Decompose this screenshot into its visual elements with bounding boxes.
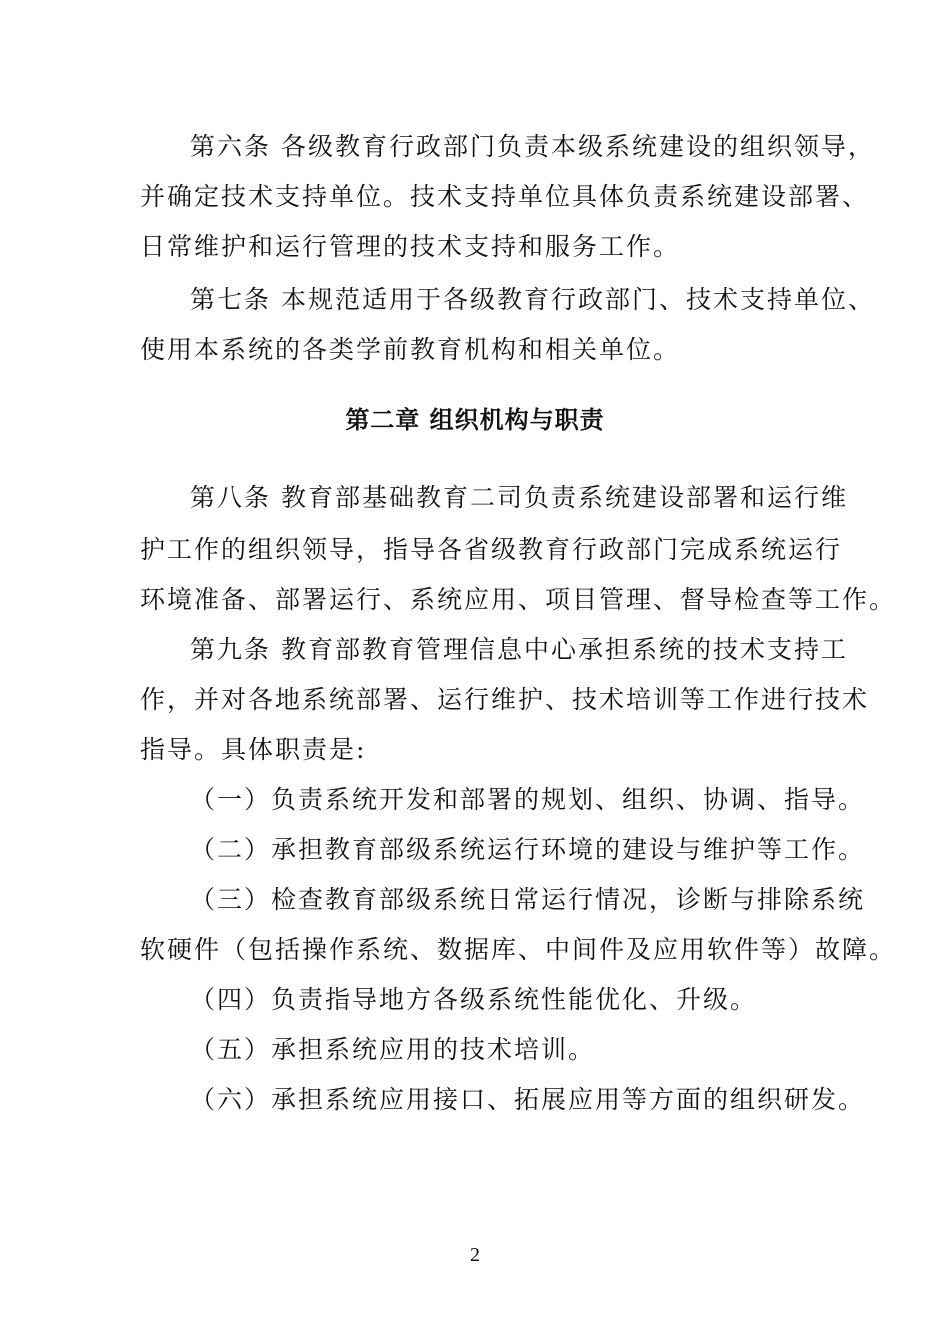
duty-item-3: （三）检查教育部级系统日常运行情况，诊断与排除系统	[190, 885, 866, 914]
article-6-line-2: 并确定技术支持单位。技术支持单位具体负责系统建设部署、	[140, 182, 870, 211]
article-9-line-3: 指导。具体职责是:	[140, 735, 367, 764]
article-8-line-3: 环境准备、部署运行、系统应用、项目管理、督导检查等工作。	[140, 585, 897, 614]
article-9-line-1: 第九条 教育部教育管理信息中心承担系统的技术支持工	[190, 635, 848, 664]
article-9-line-2: 作，并对各地系统部署、运行维护、技术培训等工作进行技术	[140, 685, 870, 714]
article-7-line-2: 使用本系统的各类学前教育机构和相关单位。	[140, 335, 681, 364]
article-8-line-2: 护工作的组织领导，指导各省级教育行政部门完成系统运行	[140, 535, 843, 564]
duty-item-6: （六）承担系统应用接口、拓展应用等方面的组织研发。	[190, 1085, 866, 1114]
duty-item-2: （二）承担教育部级系统运行环境的建设与维护等工作。	[190, 835, 866, 864]
article-6-line-1: 第六条 各级教育行政部门负责本级系统建设的组织领导，	[190, 132, 875, 161]
duty-item-1: （一）负责系统开发和部署的规划、组织、协调、指导。	[190, 785, 866, 814]
duty-item-3-continued: 软硬件（包括操作系统、数据库、中间件及应用软件等）故障。	[140, 935, 897, 964]
article-6-line-3: 日常维护和运行管理的技术支持和服务工作。	[140, 232, 681, 261]
chapter-2-title: 第二章 组织机构与职责	[345, 406, 605, 434]
article-7-line-1: 第七条 本规范适用于各级教育行政部门、技术支持单位、	[190, 285, 875, 314]
duty-item-4: （四）负责指导地方各级系统性能优化、升级。	[190, 985, 758, 1014]
duty-item-5: （五）承担系统应用的技术培训。	[190, 1035, 596, 1064]
article-8-line-1: 第八条 教育部基础教育二司负责系统建设部署和运行维	[190, 483, 848, 512]
page-number: 2	[470, 1244, 480, 1266]
